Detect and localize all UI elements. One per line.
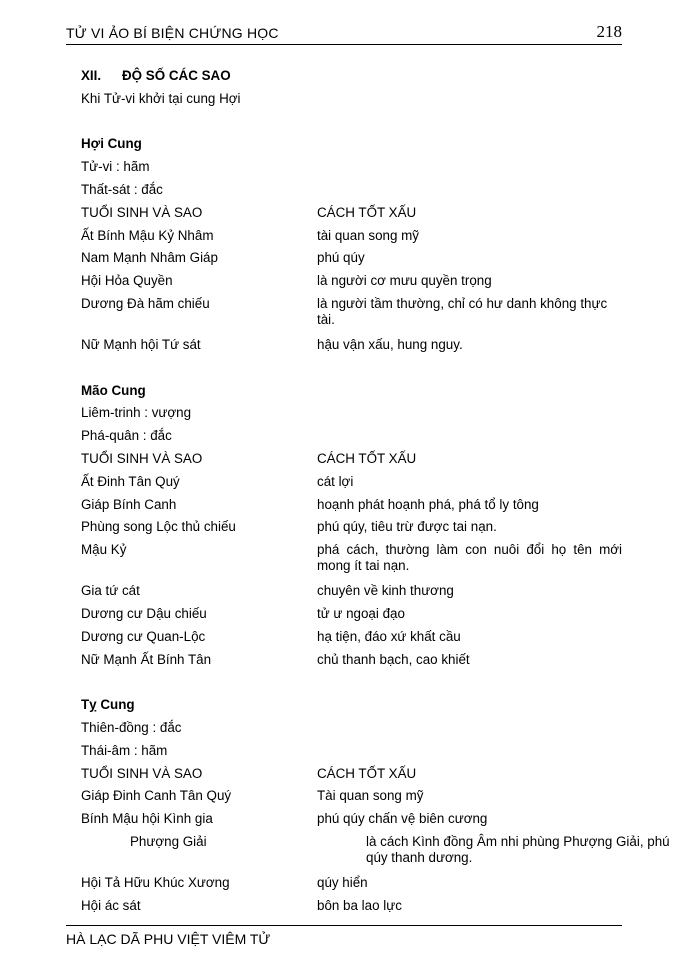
col-header-left: TUỔI SINH VÀ SAO (81, 204, 203, 220)
row-right: bôn ba lao lực (317, 897, 402, 913)
row-right: chuyên về kinh thương (317, 583, 454, 599)
star-line: Thất-sát : đắc (81, 181, 163, 197)
table-row (81, 832, 670, 873)
row-left: Ất Đinh Tân Quý (81, 473, 180, 489)
spacer (81, 672, 622, 695)
row-right: là người cơ mưu quyền trọng (317, 273, 492, 289)
book-title: TỬ VI ẢO BÍ BIỆN CHỨNG HỌC (66, 25, 279, 41)
row-left: Mậu Kỷ (81, 542, 127, 558)
table-row (81, 271, 622, 294)
row-right: Tài quan song mỹ (317, 788, 424, 804)
row-left: Dương cư Dậu chiếu (81, 605, 207, 621)
spacer (81, 358, 622, 381)
page-content (81, 66, 670, 919)
row-right: tài quan song mỹ (317, 227, 419, 243)
table-row (81, 495, 622, 518)
row-right: phá cách, thường làm con nuôi đổi họ tên mới mong ít tai nạn. (317, 542, 622, 574)
row-right: cát lợi (317, 473, 354, 489)
row-left: Nữ Mạnh Ất Bính Tân (81, 651, 212, 667)
table-row (81, 540, 622, 581)
row-right: hoạnh phát hoạnh phá, phá tổ ly tông (317, 496, 539, 512)
star-line: Phá-quân : đắc (81, 428, 172, 444)
page-footer (66, 925, 622, 947)
row-left: Giáp Đinh Canh Tân Quý (81, 788, 232, 804)
footer-author: HÀ LẠC DÃ PHU VIỆT VIÊM TỬ (66, 931, 271, 947)
row-right: phú qúy (317, 250, 365, 266)
row-left: Hội ác sát (81, 897, 141, 913)
row-right: qúy hiển (317, 874, 368, 890)
star-line: Thái-âm : hãm (81, 742, 168, 758)
table-row (81, 581, 622, 604)
palace-title-hoi: Hợi Cung (81, 136, 142, 152)
row-left: Dương Đà hãm chiếu (81, 295, 210, 311)
row-right: hậu vận xấu, hung nguy. (317, 336, 463, 352)
row-right: tử ư ngoại đạo (317, 605, 405, 621)
page-header (66, 22, 622, 45)
row-left: Phượng Giải (130, 833, 207, 849)
row-right: phú qúy, tiêu trừ được tai nạn. (317, 519, 497, 535)
row-left: Nữ Mạnh hội Tứ sát (81, 336, 201, 352)
row-right: phú qúy chấn vệ biên cương (317, 811, 488, 827)
table-row (81, 294, 622, 335)
spacer (81, 112, 622, 135)
table-row (81, 335, 622, 358)
page-number: 218 (596, 22, 622, 41)
col-header-right: CÁCH TỐT XẤU (317, 204, 417, 220)
intro-text: Khi Tử-vi khởi tại cung Hợi (81, 90, 241, 106)
palace-title-mao: Mão Cung (81, 382, 146, 398)
row-right: là cách Kình đồng Âm nhi phùng Phượng Giải, phú qúy thanh dương. (366, 833, 670, 865)
row-left: Bính Mậu hội Kình gia (81, 811, 213, 827)
table-row (81, 896, 622, 919)
row-right: là người tầm thường, chỉ có hư danh không thực tài. (317, 295, 608, 327)
row-left: Nam Mạnh Nhâm Giáp (81, 250, 218, 266)
row-left: Dương cư Quan-Lộc (81, 628, 206, 644)
table-row (81, 873, 622, 896)
table-row (81, 809, 622, 832)
table-row (81, 248, 622, 271)
row-left: Phùng song Lộc thủ chiếu (81, 519, 236, 535)
table-row (81, 786, 622, 809)
section-title: ĐỘ SỐ CÁC SAO (122, 68, 231, 83)
row-right: hạ tiện, đáo xứ khất cầu (317, 628, 461, 644)
table-row (81, 650, 622, 673)
table-row (81, 226, 622, 249)
table-row (81, 627, 622, 650)
section-heading (81, 66, 622, 89)
column-header-row (81, 764, 622, 787)
row-left: Gia tứ cát (81, 583, 140, 599)
col-header-right: CÁCH TỐT XẤU (317, 765, 417, 781)
palace-title-ty: Tỵ Cung (81, 697, 135, 713)
row-left: Ất Bính Mậu Kỷ Nhâm (81, 227, 214, 243)
row-left: Hội Tả Hữu Khúc Xương (81, 874, 230, 890)
column-header-row (81, 203, 622, 226)
row-left: Giáp Bính Canh (81, 496, 177, 512)
col-header-right: CÁCH TỐT XẤU (317, 450, 417, 466)
section-number: XII. (81, 68, 102, 83)
column-header-row (81, 449, 622, 472)
table-row (81, 472, 622, 495)
table-row (81, 517, 622, 540)
star-line: Tử-vi : hãm (81, 159, 150, 175)
star-line: Thiên-đồng : đắc (81, 719, 182, 735)
col-header-left: TUỔI SINH VÀ SAO (81, 765, 203, 781)
row-left: Hội Hỏa Quyền (81, 273, 173, 289)
star-line: Liêm-trinh : vượng (81, 405, 192, 421)
row-right: chủ thanh bạch, cao khiết (317, 651, 470, 667)
col-header-left: TUỔI SINH VÀ SAO (81, 450, 203, 466)
table-row (81, 604, 622, 627)
